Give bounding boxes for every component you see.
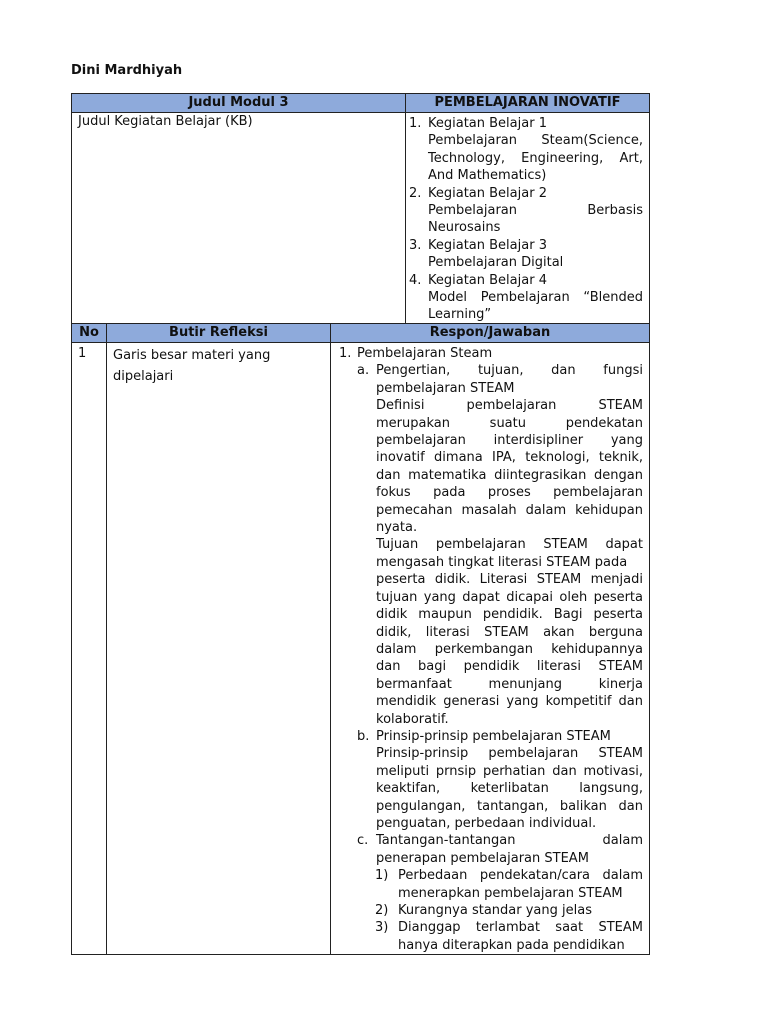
challenge-item: 2) Kurangnya standar yang jelas: [375, 903, 592, 918]
respon-header: Respon/Jawaban: [331, 324, 650, 343]
reflection-table: [71, 323, 650, 955]
principles-paragraph: Prinsip-prinsip pembelajaran STEAM meliputi prnsip perhatian dan motivasi, keaktifan, keterlibatan langsung, pengulangan, tantangan, balikan dan penguatan, perbedaan individual.: [376, 746, 643, 831]
kb-list-cell: [406, 113, 650, 325]
row-number: 1: [72, 343, 107, 955]
module-table: [71, 93, 650, 325]
point-a: a. Pengertian, tujuan, dan fungsi pembelajaran STEAM: [357, 363, 643, 396]
point-c: c. Tantangan-tantangan dalam penerapan pembelajaran STEAM: [357, 833, 643, 866]
definition-paragraph: Definisi pembelajaran STEAM merupakan suatu pendekatan pembelajaran interdisipliner yang inovatif dimana IPA, teknologi, teknik, dan matematika diintegrasikan dengan fokus pada proses pembelajaran pemecahan masalah dalam kehidupan nyata.: [376, 398, 643, 536]
challenge-item: 1) Perbedaan pendekatan/cara dalam menerapkan pembelajaran STEAM: [375, 868, 643, 901]
module-name-header: PEMBELAJARAN INOVATIF: [406, 94, 650, 113]
butir-header: Butir Refleksi: [107, 324, 331, 343]
kb-list: [406, 115, 643, 324]
point-b: b. Prinsip-prinsip pembelajaran STEAM: [357, 728, 611, 744]
kb-item: 3. Kegiatan Belajar 3 Pembelajaran Digital: [409, 237, 564, 271]
respon-cell: [331, 343, 650, 955]
purpose-paragraph: Tujuan pembelajaran STEAM dapat mengasah tingkat literasi STEAM pada peserta didik. Literasi STEAM menjadi tujuan yang dapat dicapai oleh peserta didik maupun pendidik. Bagi peserta didik, literasi STEAM akan berguna dalam perkembangan kehidupannya dan bagi pendidik literasi STEAM bermanfaat menunjang kinerja mendidik generasi yang kompetitif dan kolaboratif.: [376, 537, 643, 727]
kb-label: Judul Kegiatan Belajar (KB): [72, 113, 406, 325]
no-header: No: [72, 324, 107, 343]
kb-item: 4. Kegiatan Belajar 4 Model Pembelajaran “Blended Learning”: [409, 272, 643, 323]
challenge-item: 3) Dianggap terlambat saat STEAM hanya diterapkan pada pendidikan: [375, 920, 643, 953]
module-title-header: Judul Modul 3: [72, 94, 406, 113]
kb-item: 2. Kegiatan Belajar 2 Pembelajaran Berbasis Neurosains: [409, 185, 643, 236]
author-name: Dini Mardhiyah: [71, 63, 183, 78]
main-point: 1. Pembelajaran Steam: [339, 346, 493, 361]
kb-item: 1. Kegiatan Belajar 1 Pembelajaran Steam(Science, Technology, Engineering, Art, And Mathematics): [409, 116, 643, 184]
butir-cell: Garis besar materi yang dipelajari: [107, 343, 331, 955]
